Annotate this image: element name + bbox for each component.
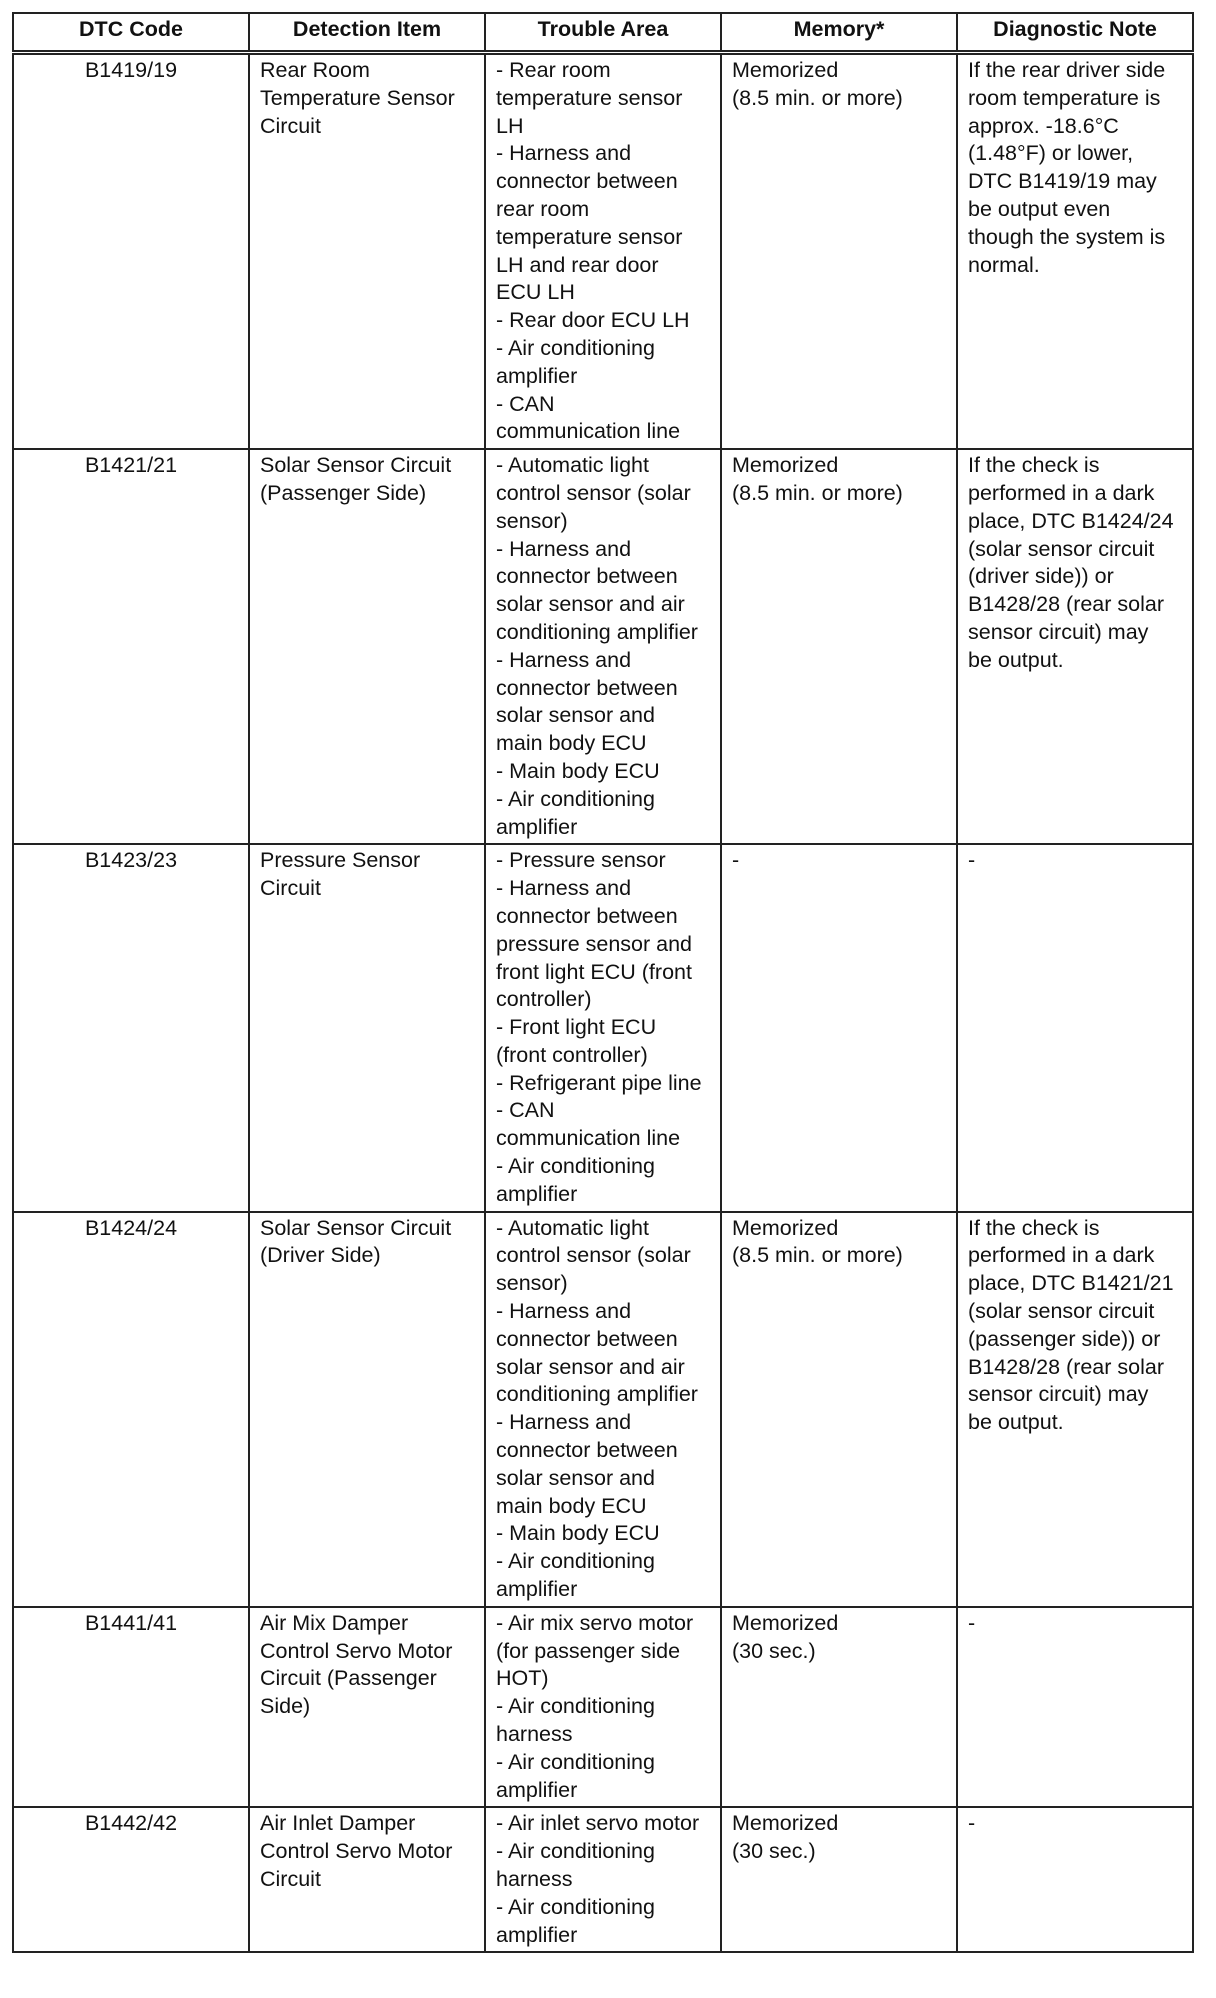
diagnostic-note-cell: - [957,1607,1193,1808]
trouble-area-cell: - Automatic light control sensor (solar sensor) - Harness and connector between solar sensor and air conditioning amplifier - Harness and connector between solar sensor and main body ECU - Main body ECU - Air conditioning amplifier [485,1212,721,1607]
dtc-code-cell: B1441/41 [13,1607,249,1808]
memory-cell: Memorized (30 sec.) [721,1807,957,1952]
memory-cell: Memorized (8.5 min. or more) [721,53,957,450]
dtc-code-cell: B1421/21 [13,449,249,844]
header-trouble-area: Trouble Area [485,13,721,53]
dtc-code-cell: B1424/24 [13,1212,249,1607]
trouble-area-cell: - Automatic light control sensor (solar sensor) - Harness and connector between solar sensor and air conditioning amplifier - Harness and connector between solar sensor and main body ECU - Main body ECU - Air conditioning amplifier [485,449,721,844]
detection-item-cell: Pressure Sensor Circuit [249,844,485,1211]
table-row [13,1807,1193,1952]
table-header [13,13,1193,53]
trouble-area-cell: - Air mix servo motor (for passenger side HOT) - Air conditioning harness - Air conditioning amplifier [485,1607,721,1808]
table-row [13,1212,1193,1607]
table-row [13,1607,1193,1808]
diagnostic-note-cell: - [957,1807,1193,1952]
detection-item-cell: Air Mix Damper Control Servo Motor Circuit (Passenger Side) [249,1607,485,1808]
memory-cell: Memorized (8.5 min. or more) [721,1212,957,1607]
diagnostic-note-cell: If the check is performed in a dark place, DTC B1421/21 (solar sensor circuit (passenger side)) or B1428/28 (rear solar sensor circuit) may be output. [957,1212,1193,1607]
detection-item-cell: Solar Sensor Circuit (Driver Side) [249,1212,485,1607]
header-row [13,13,1193,53]
table-row [13,53,1193,450]
dtc-table [12,12,1194,1953]
trouble-area-cell: - Air inlet servo motor - Air conditioning harness - Air conditioning amplifier [485,1807,721,1952]
memory-cell: Memorized (30 sec.) [721,1607,957,1808]
header-dtc-code: DTC Code [13,13,249,53]
table-row [13,449,1193,844]
memory-cell: - [721,844,957,1211]
diagnostic-note-cell: If the rear driver side room temperature is approx. -18.6°C (1.48°F) or lower, DTC B1419/19 may be output even though the system is normal. [957,53,1193,450]
trouble-area-cell: - Pressure sensor - Harness and connector between pressure sensor and front light ECU (front controller) - Front light ECU (front controller) - Refrigerant pipe line - CAN communication line - Air conditioning amplifier [485,844,721,1211]
diagnostic-note-cell: - [957,844,1193,1211]
detection-item-cell: Air Inlet Damper Control Servo Motor Circuit [249,1807,485,1952]
header-diagnostic-note: Diagnostic Note [957,13,1193,53]
diagnostic-note-cell: If the check is performed in a dark place, DTC B1424/24 (solar sensor circuit (driver side)) or B1428/28 (rear solar sensor circuit) may be output. [957,449,1193,844]
dtc-code-cell: B1442/42 [13,1807,249,1952]
header-memory: Memory* [721,13,957,53]
table-body [13,53,1193,1953]
detection-item-cell: Solar Sensor Circuit (Passenger Side) [249,449,485,844]
dtc-code-cell: B1419/19 [13,53,249,450]
header-detection-item: Detection Item [249,13,485,53]
dtc-code-cell: B1423/23 [13,844,249,1211]
table-row [13,844,1193,1211]
detection-item-cell: Rear Room Temperature Sensor Circuit [249,53,485,450]
trouble-area-cell: - Rear room temperature sensor LH - Harness and connector between rear room temperature sensor LH and rear door ECU LH - Rear door ECU LH - Air conditioning amplifier - CAN communication line [485,53,721,450]
memory-cell: Memorized (8.5 min. or more) [721,449,957,844]
